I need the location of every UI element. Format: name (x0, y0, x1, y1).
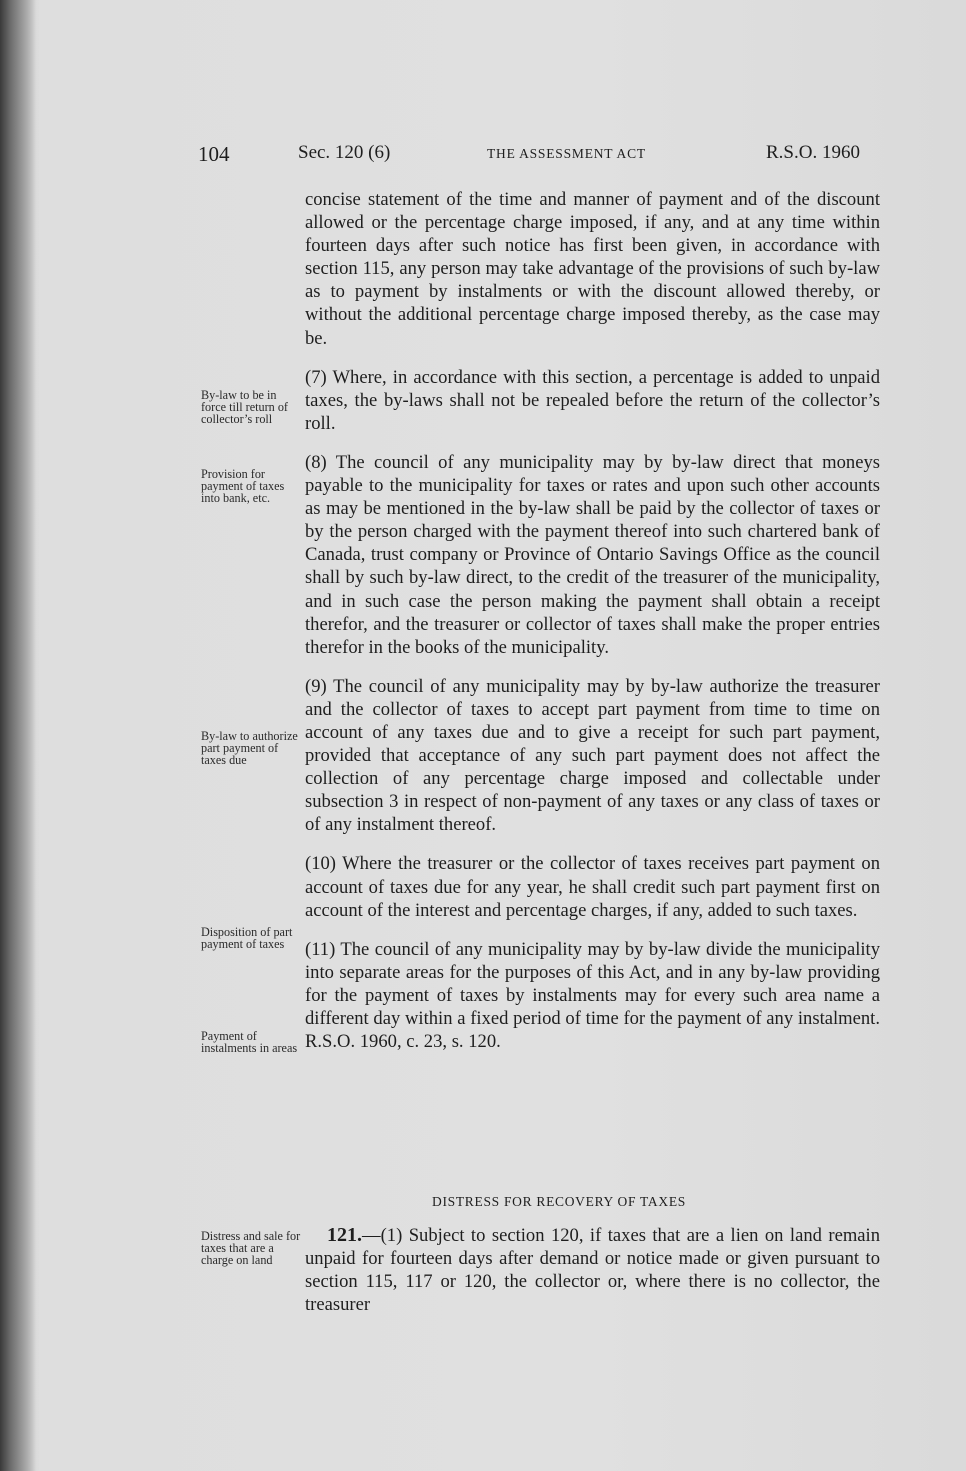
paragraph-section-121 (305, 1224, 880, 1316)
paragraph-subsection-10: (10) Where the treasurer or the collector of taxes receives part payment on account of taxes due for any year, he shall credit such part payment first on account of the interest and percentage charges, if any, added to such taxes. (305, 853, 880, 921)
section-121 (305, 1224, 880, 1316)
section-heading: DISTRESS FOR RECOVERY OF TAXES (432, 1194, 686, 1209)
section-121-text: —(1) Subject to section 120, if taxes that are a lien on land remain unpaid for fourteen days after demand or notice made or given pursuant to section 115, 117 or 120, the collector or, where there is no collector, the treasurer (305, 1225, 880, 1316)
paragraph-subsection-8: (8) The council of any municipality may by by-law direct that moneys payable to the municipality for taxes or rates and upon such other accounts as may be mentioned in the by-law shall be paid by the collector of taxes or by the person charged with the payment thereof into such chartered bank of Canada, trust company or Province of Ontario Savings Office as the council shall by such by-law direct, to the credit of the treasurer of the municipality, and in such case the person making the payment shall obtain a receipt therefor, and the treasurer or collector of taxes shall make the proper entries therefor in the books of the municipality. (305, 451, 880, 658)
book-spine-shadow (0, 0, 36, 1471)
margin-note-subsection-8: Provision for payment of taxes into bank, etc. (201, 467, 285, 505)
running-header (0, 142, 966, 172)
paragraph-subsection-7: (7) Where, in accordance with this section, a percentage is added to unpaid taxes, the by-laws shall not be repealed before the return of the collector’s roll. (305, 366, 880, 434)
margin-note-subsection-11: Payment of instalments in areas (201, 1029, 298, 1055)
body-text (305, 188, 880, 1053)
margin-note-subsection-9: By-law to authorize part payment of taxes due (201, 729, 298, 767)
section-reference: Sec. 120 (6) (298, 142, 391, 163)
paragraph-subsection-11: (11) The council of any municipality may by by-law divide the municipality into separate areas for the purposes of this Act, and in any by-law providing for the payment of taxes by instalments may for every such area name a different day within a fixed period of time for the payment of any instalment. R.S.O. 1960, c. 23, s. 120. (305, 938, 880, 1053)
margin-note-section-121: Distress and sale for taxes that are a charge on land (201, 1229, 301, 1267)
page-number: 104 (198, 142, 230, 166)
margin-note-subsection-10: Disposition of part payment of taxes (201, 925, 293, 951)
paragraph-subsection-9: (9) The council of any municipality may by by-law authorize the treasurer and the collector of taxes to accept part payment from time to time on account of any taxes due and to give a receipt for such part payment, provided that acceptance of any such part payment does not affect the collection of any percentage charge imposed and collectable under subsection 3 in respect of non-payment of any taxes or any class of taxes or of any instalment thereof. (305, 675, 880, 836)
statute-reference: R.S.O. 1960 (766, 142, 860, 163)
act-title: THE ASSESSMENT ACT (487, 146, 646, 161)
section-number: 121. (327, 1224, 362, 1246)
margin-note-subsection-7: By-law to be in force till return of collector’s roll (201, 388, 288, 426)
paragraph-6-continued: concise statement of the time and manner of payment and of the discount allowed or the percentage charge imposed, if any, and at any time within fourteen days after such notice has first been given, in accordance with section 115, any person may take advantage of the provisions of such by-law as to payment by instalments or with the discount allowed thereby, or without the additional percentage charge imposed thereby, as the case may be. (305, 189, 880, 349)
